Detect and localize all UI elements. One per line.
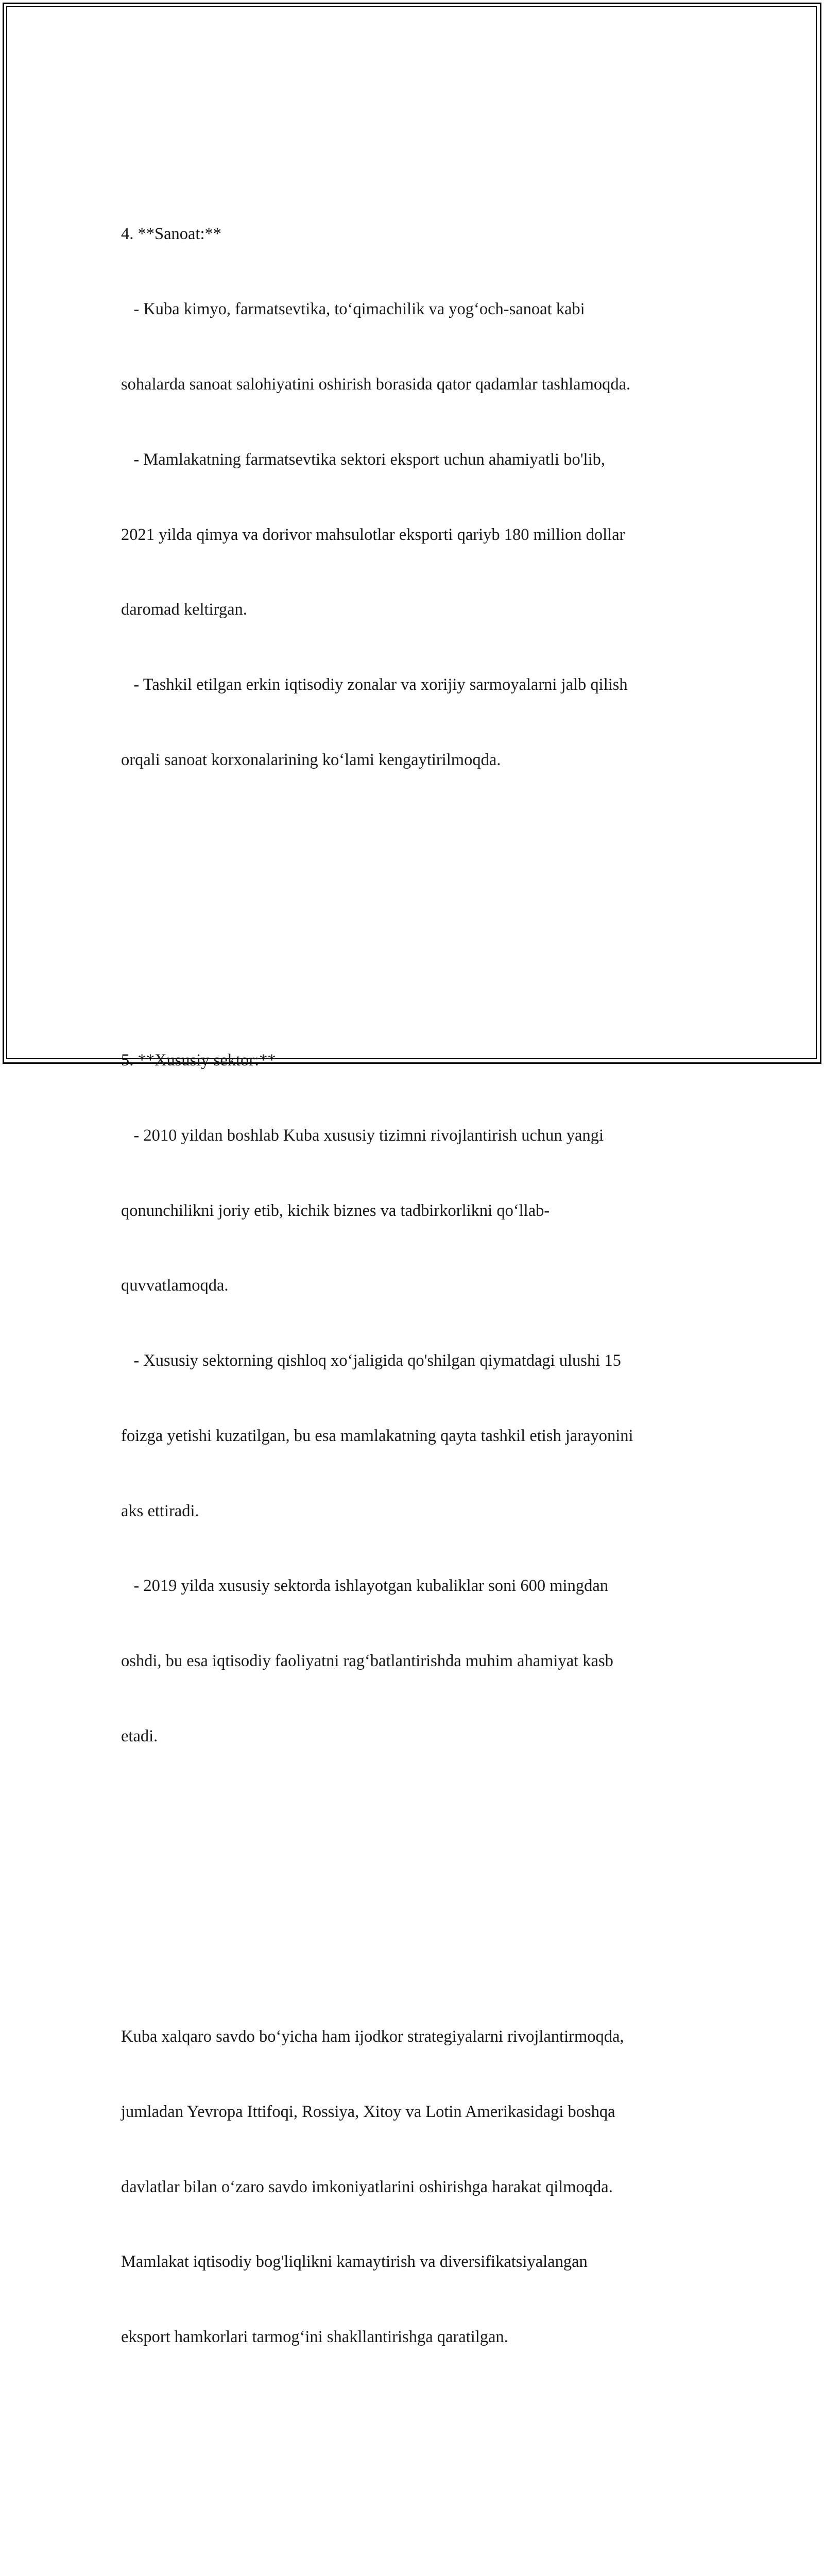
text-line: 2021 yilda qimya va dorivor mahsulotlar eksporti qariyb 180 million dollar [121, 525, 625, 544]
section-heading: 5. **Xususiy sektor:** [121, 1050, 276, 1070]
text-line: - Kuba kimyo, farmatsevtika, to‘qimachilik va yog‘och-sanoat kabi [121, 300, 585, 319]
text-line: Kuba xalqaro savdo bo‘yicha ham ijodkor strategiyalarni rivojlantirmoqda, [121, 2027, 624, 2046]
text-line: - 2010 yildan boshlab Kuba xususiy tizimni rivojlantirish uchun yangi [121, 1126, 604, 1145]
text-line: orqali sanoat korxonalarining ko‘lami kengaytirilmoqda. [121, 750, 501, 769]
text-line: daromad keltirgan. [121, 600, 247, 619]
text-line: - Mamlakatning farmatsevtika sektori eksport uchun ahamiyatli bo'lib, [121, 450, 605, 469]
text-line: etadi. [121, 1727, 158, 1745]
text-line: oshdi, bu esa iqtisodiy faoliyatni rag‘batlantirishda muhim ahamiyat kasb [121, 1652, 613, 1671]
text-line: foizga yetishi kuzatilgan, bu esa mamlakatning qayta tashkil etish jarayonini [121, 1426, 633, 1445]
paragraph-gap [121, 2475, 708, 2500]
section-private-sector [121, 998, 708, 1799]
text-line: aks ettiradi. [121, 1501, 199, 1520]
text-line: qonunchilikni joriy etib, kichik biznes va tadbirkorlikni qo‘llab- [121, 1201, 550, 1220]
paragraph-gap [121, 1874, 708, 1900]
text-line: eksport hamkorlari tarmog‘ini shakllantirishga qaratilgan. [121, 2328, 508, 2347]
text-line: - 2019 yilda xususiy sektorda ishlayotgan kubaliklar soni 600 mingdan [121, 1577, 608, 1596]
section-heading: 4. **Sanoat:** [121, 225, 221, 244]
paragraph-trade [121, 1974, 708, 2400]
text-line: davlatlar bilan o‘zaro savdo imkoniyatlarini oshirishga harakat qilmoqda. [121, 2177, 613, 2196]
text-line: sohalarda sanoat salohiyatini oshirish borasida qator qadamlar tashlamoqda. [121, 375, 631, 394]
text-line: Mamlakat iqtisodiy bog'liqlikni kamaytirish va diversifikatsiyalangan [121, 2252, 588, 2272]
text-line: - Xususiy sektorning qishloq xo‘jaligida qo'shilgan qiymatdagi ulushi 15 [121, 1351, 621, 1370]
document-body [121, 122, 708, 2576]
text-line: jumladan Yevropa Ittifoqi, Rossiya, Xitoy va Lotin Amerikasidagi boshqa [121, 2102, 615, 2121]
text-line: - Tashkil etilgan erkin iqtisodiy zonalar va xorijiy sarmoyalarni jalb qilish [121, 675, 628, 694]
text-line: quvvatlamoqda. [121, 1276, 229, 1295]
section-industry [121, 172, 708, 822]
paragraph-gap [121, 897, 708, 923]
